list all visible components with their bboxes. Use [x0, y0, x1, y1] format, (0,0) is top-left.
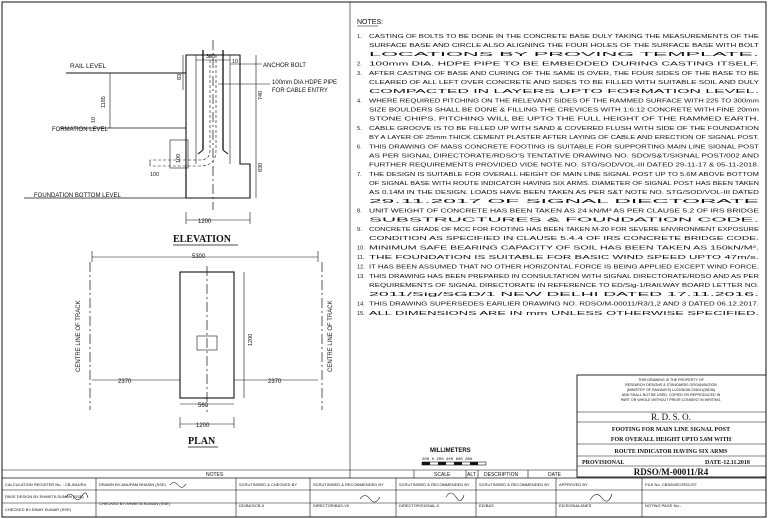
dd-bs-cb: DD/B&S/CB-II [239, 503, 265, 508]
note-line: 100mm DIA. HDPE PIPE TO BE EMBEDDED DURING CASTING ITSELF. [369, 61, 760, 68]
note-line: THIS DRAWING HAS BEEN PREPARED IN CONSULTATION WITH SIGNAL DIRECTORATE/RDSO AND AS PER [369, 274, 759, 280]
noting-page: NOTING PAGE No.- [645, 503, 682, 508]
note-number: 12. [357, 264, 365, 271]
dim-100-horizontal: 100 [150, 172, 160, 178]
dim-2370-left: 2370 [118, 379, 132, 385]
scrutinised-checked-by: SCRUTINISED & CHECKED BY [239, 482, 298, 487]
director-bs: DIRECTOR/B&S-VII [313, 503, 350, 508]
scale-col-label: SCALE [434, 472, 451, 478]
note-line: REQUIREMENTS OF SIGNAL DIRECTORATE IN REFERENCE TO ED/Sig-1/RAILWAY BOARD LETTER NO. [369, 283, 760, 289]
note-number: 2. [357, 61, 362, 68]
title-line-2: FOR OVERALL HEIGHT UPTO 5.6M WITH [610, 437, 732, 443]
note-line: SUBSTRUCTURES & FOUNDATION CODE. [369, 217, 761, 224]
note-line: THIS DRAWING OF MASS CONCRETE FOOTING IS SUITABLE FOR SUPPORTING MAIN LINE SIGNAL POST [369, 144, 760, 151]
note-number: 9. [357, 227, 362, 233]
director-signal: DIRECTOR/SIGNAL-II [399, 503, 440, 508]
date-col-label: DATE [548, 472, 561, 478]
description-col-label: DESCRIPTION [484, 472, 519, 478]
signature-2 [170, 483, 186, 488]
dim-10-top: 10 [232, 59, 239, 65]
page-design-by: PAGE DESIGN BY-SHWETA SUMAN (SSE) [5, 494, 84, 499]
date-label: DATE-12.11.2018 [705, 460, 750, 466]
pipe-label-line1: 100mm DIA HDPE PIPE [272, 80, 338, 86]
signoff-strip [2, 478, 766, 517]
note-line: IT HAS BEEN ASSUMED THAT NO OTHER HORIZONTAL FORCE IS BEING APPLIED EXCEPT WIND FORCE. [369, 264, 760, 271]
property-line-4: AND SHALL NOT BE USED, COPIED OR REPRODUCED IN [621, 393, 721, 397]
org-name: R. D. S. O. [651, 412, 691, 422]
scrutinised-recommended-1: SCRUTINISED & RECOMMENDED BY [313, 482, 384, 487]
ed-signal: ED/SIGNAL&NES [559, 503, 592, 508]
note-number: 10. [357, 245, 365, 252]
note-line: LOCATIONS BY PROVING TEMPLATE. [369, 52, 761, 58]
scale-ticks: 200 0 200 400 600 800 [422, 458, 473, 462]
dim-5300: 5300 [192, 254, 206, 260]
dim-10-formation: 10 [91, 116, 97, 123]
note-number: 5. [357, 126, 362, 132]
note-line: CONCRETE GRADE OF MCC FOR FOOTING HAS BEEN TAKEN M-20 FOR SEVERE ENVIRONMENT EXPOSURE [369, 227, 760, 233]
notes-heading: NOTES: [357, 19, 384, 26]
note-line: CABLE GROOVE IS TO BE FILLED UP WITH SAND & COVERED FLUSH WITH SIDE OF THE FOUNDATION [369, 126, 759, 132]
drawing-number: RDSO/M-00011/R4 [633, 467, 709, 477]
note-line: THIS DRAWING SUPERSEDES EARLIER DRAWING NO. RDSO/M-00011/R3/1,2 AND 3 DATED 06.12.2017. [369, 301, 760, 308]
title-line-1: FOOTING FOR MAIN LINE SIGNAL POST [611, 427, 731, 433]
signature-3 [360, 496, 380, 503]
note-number: 6. [357, 144, 362, 151]
checked-by: CHECKED BY-SHWETA SUMAN (SSE) [99, 501, 170, 506]
hdpe-pipe [150, 55, 210, 160]
note-line: THE DESIGN IS SUITABLE FOR OVERALL HEIGHT OF MAIN LINE SIGNAL POST UP TO 5.6M ABOVE BOTTOM [369, 172, 760, 178]
rail-level-label: RAIL LEVEL [70, 63, 107, 70]
dim-1200-plan: 1200 [196, 423, 210, 429]
note-line: WHERE REQUIRED PITCHING ON THE RELEVANT SIDES OF THE RAMMED SURFACE WITH 225 TO 300mm [369, 98, 760, 105]
note-line: CONDITION AS SPECIFIED IN CLAUSE 5.4.4 OF IRS CONCRETE BRIDGE CODE. [369, 236, 760, 242]
centre-line-left-label: CENTRE LINE OF TRACK [76, 300, 82, 372]
dim-83: 83 [177, 73, 183, 80]
anchor-bolt-label: ANCHOR BOLT [263, 63, 306, 69]
dim-100-vertical: 100 [176, 153, 182, 163]
dim-1185: 1185 [101, 96, 107, 108]
note-number: 1. [357, 34, 362, 40]
note-line: SIZE BOULDERS SHALL BE DONE & FILLING THE CREVICES WITH 1:6:12 CONCRETE WITH FINE 20mm [369, 107, 760, 114]
alt-col-label: ALT [467, 472, 476, 478]
footing-outline [186, 55, 250, 198]
note-number: 3. [357, 71, 362, 77]
foundation-bottom-label: FOUNDATION BOTTOM LEVEL [34, 193, 121, 199]
note-line: MINIMUM SAFE BEARING CAPACITY OF SOIL HAS BEEN TAKEN AS 150kN/M². [369, 245, 760, 252]
note-line: SURFACE BASE AND CIRCLE ALSO ALIGNING THE FOUR HOLES OF THE SURFACE BASE WITH BOLT [369, 43, 760, 49]
property-line-1: THIS DRAWING IS THE PROPERTY OF [638, 378, 704, 382]
note-line: COMPACTED IN LAYERS UPTO FORMATION LEVEL. [369, 89, 761, 95]
dim-560: 560 [198, 403, 209, 409]
plan-view [76, 251, 334, 447]
centre-line-right-label: CENTRE LINE OF TRACK [328, 300, 334, 372]
note-line: 29.11.2017 OF SIGNAL DIECTORATE [369, 199, 761, 205]
note-line: OF SIGNAL BASE WITH ROUTE INDICATOR HAVING SIX ARMS. DIAMETER OF SIGNAL POST HAS BEEN TAKEN [369, 181, 759, 187]
notes-col-label: NOTES [206, 472, 224, 478]
note-line: BY A LAYER OF 25mm THICK CEMENT PLASTER AFTER LAYING OF CABLE AND ERECTION OF SIGNAL POST. [369, 135, 760, 141]
note-line: THE FOUNDATION IS SUITABLE FOR BASIC WIND SPEED UPTO 47m/s. [369, 255, 760, 261]
note-number: 11. [357, 255, 365, 261]
elevation-title: ELEVATION [173, 234, 231, 245]
formation-level-label: FORMATION LEVEL [52, 127, 108, 133]
dim-740: 740 [258, 90, 264, 100]
dim-1200-plan-vertical: 1200 [248, 333, 254, 346]
notes-block [357, 19, 761, 317]
title-line-3: ROUTE INDICATOR HAVING SIX ARMS [614, 449, 728, 455]
elevation-view [24, 40, 337, 245]
note-line: UNIT WEIGHT OF CONCRETE HAS BEEN TAKEN AS 24 kN/M³ AS PER CLAUSE 5.2 OF IRS BRIDGE [369, 208, 760, 215]
note-number: 13. [357, 274, 365, 280]
dim-830: 830 [258, 162, 264, 172]
note-number: 7. [357, 172, 362, 178]
drawn-by: DRAWN BY-ANUPAM BHASIN (SSE) [99, 482, 166, 487]
scrutinised-recommended-3: SCRUTINISED & RECOMMENDED BY [479, 482, 550, 487]
note-number: 14. [357, 301, 365, 308]
title-block [577, 375, 766, 477]
note-line: FURTHER REQUIREMENTS PROVIDED VIDE NOTE NO. STG/SOD/VOL-III DATED 29-11-17 & 05-11-2018. [369, 162, 760, 169]
signature-4 [446, 493, 464, 501]
signature-5 [590, 494, 612, 501]
note-line: AS PER SIGNAL DIRECTORATE/RDSO'S TENTATIVE DRAWING NO. SDO/S&T/SIGNAL POST/002 AND [369, 153, 759, 160]
file-number: FILE No. CBS/MISC/RSC/ST [645, 482, 698, 487]
ed-bs: ED/B&S [479, 503, 494, 508]
scrutinised-recommended-2: SCRUTINISED & RECOMMENDED BY [399, 482, 470, 487]
note-line: ALL DIMENSIONS ARE IN mm UNLESS OTHERWISE SPECIFIED. [369, 311, 761, 317]
calc-register: CALCULATION REGISTER No. : CB-II/54/R4 [5, 482, 86, 487]
note-line: CLEARED OF ALL LEFT OVER CONCRETE AND SIDES TO BE FILLED WITH SUITABLE SOIL AND DULY [369, 80, 760, 86]
dim-300: 300 [206, 54, 216, 60]
pipe-label-line2: FOR CABLE ENTRY [272, 88, 328, 94]
status-label: PROVISIONAL [582, 460, 625, 466]
note-number: 4. [357, 98, 362, 105]
checked-by-left: CHECKED BY-BINAY KUMAR (SSE) [5, 507, 71, 512]
note-number: 15. [357, 311, 365, 317]
note-number: 8. [357, 208, 362, 215]
plan-title: PLAN [188, 436, 216, 447]
approved-by: APPROVED BY [559, 482, 588, 487]
property-line-3: (MINISTRY OF RAILWAYS) LUCKNOW-226011(INDIA) [626, 388, 716, 392]
property-line-5: PART OR WHOLE WITHOUT PRIOR CONSENT IN WRITING. [620, 398, 722, 402]
property-line-2: RESEARCH DESIGNS & STANDARDS ORGANISATION [625, 383, 717, 387]
note-line: 2011/Sig/SGD/1 NEW DELHI DATED 17.11.2016. [369, 292, 761, 298]
scale-units: MILLIMETERS [430, 448, 471, 454]
dim-2370-right: 2370 [268, 379, 282, 385]
note-line: AFTER CASTING OF BASE AND CURING OF THE SAME IS OVER, THE FOUR SIDES OF THE BASE TO BE [369, 71, 760, 77]
note-line: AS 0.14M IN THE DESIGN. LOADS HAVE BEEN TAKEN AS PER S&T NOTE NO. STG/SOD/VOL-III DATED [369, 190, 759, 196]
note-line: CASTING OF BOLTS TO BE DONE IN THE CONCRETE BASE DULY TAKING THE MEASUREMENTS OF THE [369, 34, 760, 40]
dim-1200-elevation: 1200 [198, 219, 212, 225]
note-line: STONE CHIPS. PITCHING WILL BE UPTO THE FULL HEIGHT OF THE RAMMED EARTH. [369, 116, 760, 123]
